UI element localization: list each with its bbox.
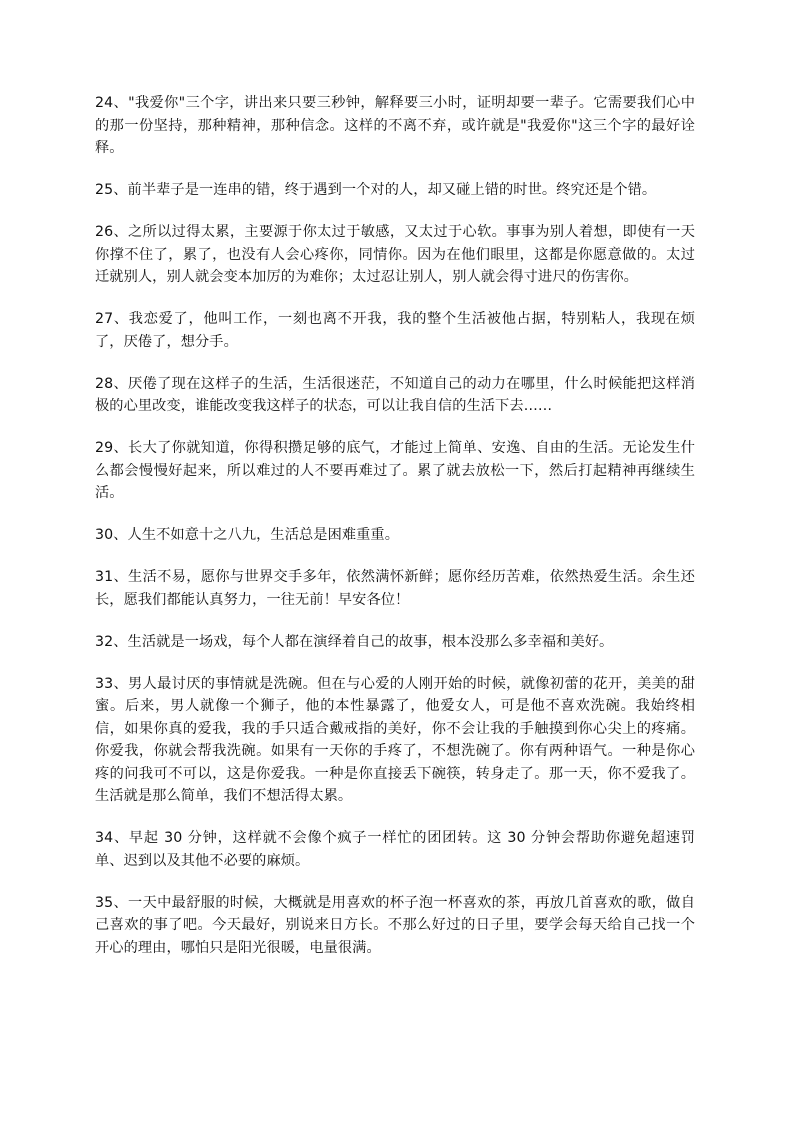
paragraph-30: 30、人生不如意十之八九，生活总是困难重重。 — [95, 527, 400, 543]
paragraph-35: 35、一天中最舒服的时候，大概就是用喜欢的杯子泡一杯喜欢的茶，再放几首喜欢的歌，做自己喜欢的事了吧。今天最好，别说来日方长。不那么好过的日子里，要学会每天给自己找一个开心的理由，哪怕只是阳光很暖，电量很满。 — [95, 894, 695, 956]
paragraph-34: 34、早起 30 分钟，这样就不会像个疯子一样忙的团团转。这 30 分钟会帮助你避免超速罚单、迟到以及其他不必要的麻烦。 — [95, 830, 695, 869]
paragraph-28: 28、厌倦了现在这样子的生活，生活很迷茫，不知道自己的动力在哪里，什么时候能把这样消极的心里改变，谁能改变我这样子的状态，可以让我自信的生活下去…… — [95, 375, 695, 414]
paragraph-26: 26、之所以过得太累，主要源于你太过于敏感，又太过于心软。事事为别人着想，即使有一天你撑不住了，累了，也没有人会心疼你，同情你。因为在他们眼里，这都是你愿意做的。太过迁就别人，别人就会变本加厉的为难你；太过忍让别人，别人就会得寸进尺的伤害你。 — [95, 224, 695, 285]
paragraph-25: 25、前半辈子是一连串的错，终于遇到一个对的人，却又碰上错的时世。终究还是个错。 — [95, 182, 657, 198]
paragraph-33: 33、男人最讨厌的事情就是洗碗。但在与心爱的人刚开始的时候，就像初蕾的花开，美美的甜蜜。后来，男人就像一个狮子，他的本性暴露了，他爱女人，可是他不喜欢洗碗。我始终相信，如果你真的爱我，我的手只适合戴戒指的美好，你不会让我的手触摸到你心尖上的疼痛。你爱我，你就会帮我洗碗。如果有一天你的手疼了，不想洗碗了。你有两种语气。一种是你心疼的问我可不可以，这是你爱我。一种是你直接丢下碗筷，转身走了。那一天，你不爱我了。生活就是那么简单，我们不想活得太累。 — [95, 675, 695, 804]
paragraph-31: 31、生活不易，愿你与世界交手多年，依然满怀新鲜；愿你经历苦难，依然热爱生活。余生还长，愿我们都能认真努力，一往无前！早安各位！ — [95, 569, 695, 608]
paragraph-27: 27、我恋爱了，他叫工作，一刻也离不开我，我的整个生活被他占据，特别粘人，我现在烦了，厌倦了，想分手。 — [95, 311, 695, 350]
paragraph-24: 24、"我爱你"三个字，讲出来只要三秒钟，解释要三小时，证明却要一辈子。它需要我们心中的那一份坚持，那种精神，那种信念。这样的不离不弃，或许就是"我爱你"这三个字的最好诠释。 — [95, 95, 695, 156]
paragraph-29: 29、长大了你就知道，你得积攒足够的底气，才能过上简单、安逸、自由的生活。无论发生什么都会慢慢好起来，所以难过的人不要再难过了。累了就去放松一下，然后打起精神再继续生活。 — [95, 440, 695, 501]
paragraph-32: 32、生活就是一场戏，每个人都在演绎着自己的故事，根本没那么多幸福和美好。 — [95, 633, 614, 650]
document-body — [95, 92, 695, 979]
